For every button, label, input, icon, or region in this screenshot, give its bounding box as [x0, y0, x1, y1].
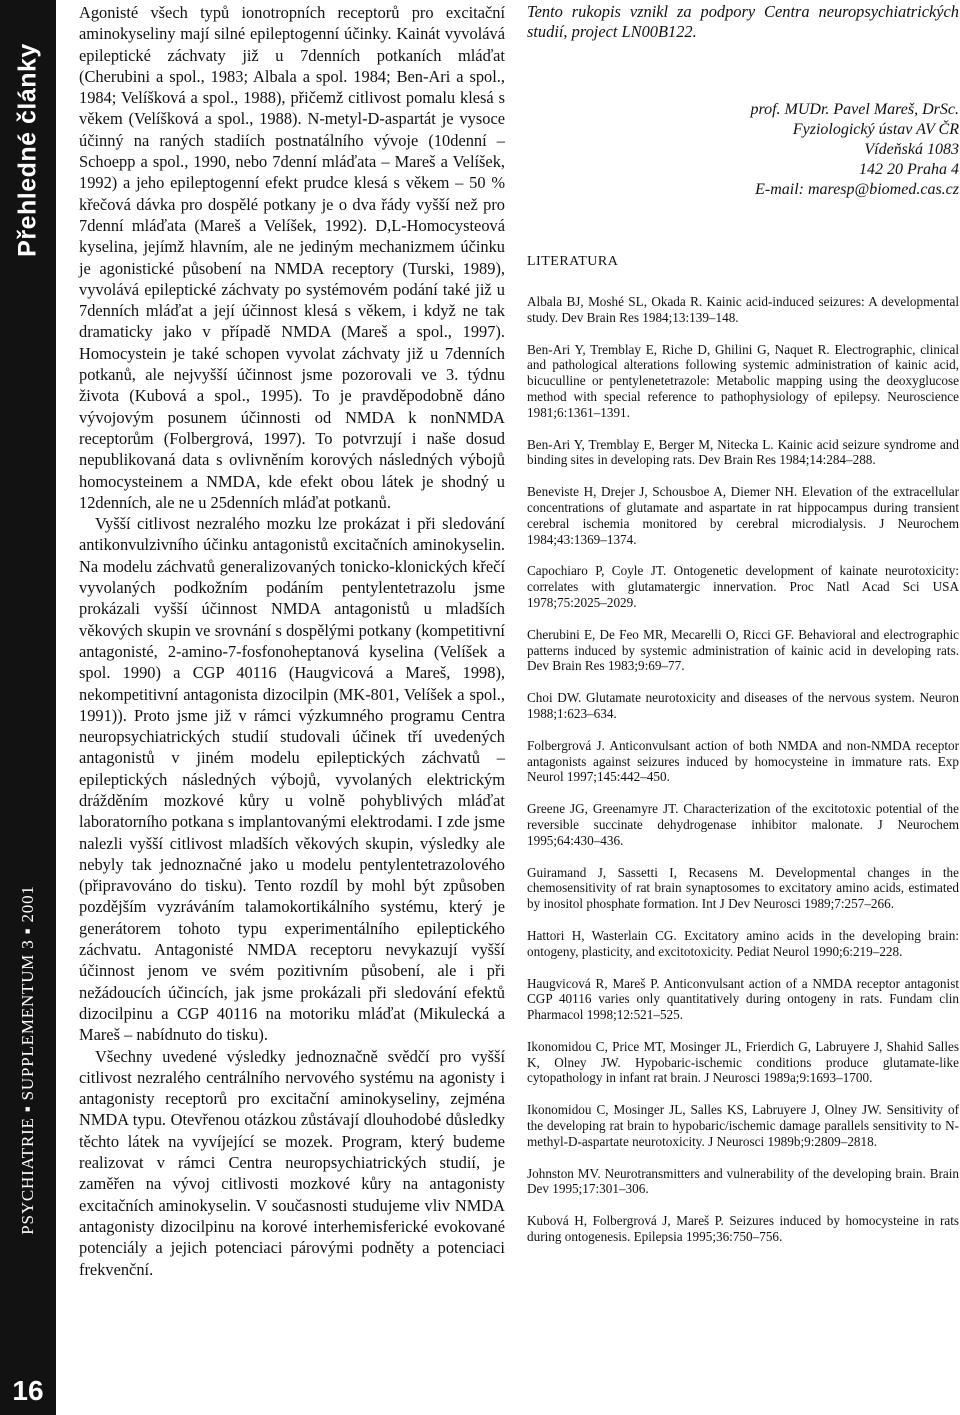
reference-item: Ikonomidou C, Price MT, Mosinger JL, Frierdich G, Labruyere J, Shahid Salles K, Olney JW. Hypobaric-ischemic conditions produce glutamate-like cytopathology in infant rat brain. J Neurosci 1989a;9:1693–1700.	[527, 1038, 959, 1086]
reference-item: Guiramand J, Sassetti I, Recasens M. Developmental changes in the chemosensitivity of rat brain synaptosomes to excitatory amino acids, estimated by inositol phosphate formation. Int J Dev Neurosci 1989;7:257–266.	[527, 864, 959, 912]
reference-item: Beneviste H, Drejer J, Schousboe A, Diemer NH. Elevation of the extracellular concentrations of glutamate and aspartate in rat hippocampus during transient cerebral ischemia monitored by cerebral microdialysis. J Neurochem 1984;43:1369–1374.	[527, 484, 959, 547]
reference-item: Hattori H, Wasterlain CG. Excitatory amino acids in the developing brain: ontogeny, plasticity, and excitotoxicity. Pediat Neurol 1990;6:219–228.	[527, 927, 959, 959]
author-institute: Fyziologický ústav AV ČR	[792, 121, 959, 138]
reference-item: Capochiaro P, Coyle JT. Ontogenetic development of kainate neurotoxicity: correlates with glutamatergic innervation. Proc Natl Acad Sci USA 1978;75:2025–2029.	[527, 563, 959, 610]
paragraph: Vyšší citlivost nezralého mozku lze prokázat i při sledování antikonvulzivního účinku antagonistů excitačních aminokyselin. Na modelu záchvatů generalizovaných tonicko-klonických křečí vyvolaných podkožním podáním pentylentetrazolu jsme prokázali vyšší účinnost NMDA antagonistů u mladších věkových skupin ve srovnání s dospělými potkany (kompetitivní antagonisté, 2-amino-7-fosfonoheptanová kyselina (Velíšek a spol. 1990) a CGP 40116 (Haugvicová a Mareš, 1998), nekompetitivní antagonista dizocilpin (MK-801, Velíšek a spol., 1991)). Proto jsme již v rámci výzkumného programu Centra neuropsychiatrických studií studovali účinek tří uvedených antagonistů v jiném modelu epileptických záchvatů – epileptických následných výbojů, vyvolaných elektrickým drážděním mozkové kůry u volně pohyblivých mláďat laboratorního potkana s implantovanými elektrodami. I zde jsme nalezli vyšší citlivost mladších věkových skupin, výsledky ale nebyly tak jednoznačné jako u modelu pentylentetrazolového (připravováno do tisku). Tento rozdíl by mohl být způsoben pozdějším vyzráváním talamokortikálního systému, který je generátorem tohoto typu experimentálního epileptického záchvatu. Antagonisté NMDA receptoru nevykazují vyšší účinnost jenom ve svém pozitivním působení, ale i při nežádoucích účincích, jak jsme prokázali při sledování efektů dizocilpinu a CGP 40116 na motoriku mláďat (Mikulecká a Mareš – nabídnuto do tisku).	[79, 514, 505, 1045]
reference-item: Ben-Ari Y, Tremblay E, Riche D, Ghilini G, Naquet R. Electrographic, clinical and pathological alterations following systemic administration of kainic acid, bicuculline or pentylenetetrazole: Metabolic mapping using the deoxyglucose method with special reference to pathophysiology of epilepsy. Neuroscience 1981;6:1361–1391.	[527, 341, 959, 420]
reference-item: Greene JG, Greenamyre JT. Characterization of the excitotoxic potential of the reversible succinate dehydrogenase inhibitor malonate. J Neurochem 1995;64:430–436.	[527, 801, 959, 848]
page-number: 16	[12, 1375, 44, 1406]
reference-item: Ben-Ari Y, Tremblay E, Berger M, Nitecka L. Kainic acid seizure syndrome and binding sites in developing rats. Dev Brain Res 1984;14:284–288.	[527, 436, 959, 468]
left-column	[79, 2, 505, 1280]
references-heading: LITERATURA	[527, 254, 619, 269]
reference-item: Choi DW. Glutamate neurotoxicity and diseases of the nervous system. Neuron 1988;1:623–634.	[527, 690, 959, 721]
author-name: prof. MUDr. Pavel Mareš, DrSc.	[750, 101, 959, 118]
author-street: Vídeňská 1083	[864, 141, 959, 158]
right-column	[527, 2, 959, 1261]
references-list	[527, 294, 959, 1245]
reference-item: Haugvicová R, Mareš P. Anticonvulsant action of a NMDA receptor antagonist CGP 40116 varies only quantitatively during ontogeny in rats. Fundam clin Pharmacol 1998;12:521–525.	[527, 975, 959, 1023]
author-email: E-mail: maresp@biomed.cas.cz	[755, 181, 959, 198]
sidebar	[0, 0, 56, 1415]
paragraph: Agonisté všech typů ionotropních receptorů pro excitační aminokyseliny mají silné epileptogenní účinky. Kainát vyvolává epileptické záchvaty již u 7denních potkaních mláďat (Cherubini a spol., 1983; Albala a spol. 1984; Ben-Ari a spol., 1984; Velíšková a spol., 1988), přičemž citlivost pomalu klesá s věkem (Velíšková a spol., 1988). N-metyl-D-aspartát je vysoce účinný na raných stadiích postnatálního vývoje (10denní – Schoepp a spol., 1990, nebo 7denní mláďata – Mareš a Velíšek, 1992) a jeho epileptogenní efekt prudce klesá s věkem – 50 % křečová dávka pro dospělé potkany je o dva řády vyšší než pro 7denní mláďata (Mareš a Velíšek, 1992). D,L-Homocysteová kyselina, jejímž hlavním, ale ne jediným mechanizmem účinku je agonistické působení na NMDA receptory (Turski, 1989), vyvolává epileptické záchvaty po systémovém podání také již u 7denních mláďat a její účinnost klesá s věkem, i když ne tak dramaticky jako v případě NMDA (Mareš a spol., 1997). Homocystein je také schopen vyvolat záchvaty již u 7denních potkanů, ale nejvyšší účinnost jsme pozorovali ve 3. týdnu života (Kubová a spol., 1995). To je pravděpodobně dáno vývojovým posunem účinnosti od NMDA k nonNMDA receptorům (Folbergrová, 1997). To potvrzují i naše dosud nepublikovaná data s ovlivněním korových následných výbojů homocysteinem a NMDA, kde efekt obou látek je shodný u 12denních, ale ne u 25denních mláďat potkanů.	[79, 3, 505, 512]
author-signature	[527, 100, 959, 200]
section-title: Přehledné články	[13, 43, 42, 257]
journal-info: PSYCHIATRIE ▪ SUPPLEMENTUM 3 ▪ 2001	[18, 885, 37, 1235]
author-city: 142 20 Praha 4	[859, 161, 959, 178]
reference-item: Cherubini E, De Feo MR, Mecarelli O, Ricci GF. Behavioral and electrographic patterns induced by systemic administration of kainic acid in developing rats. Dev Brain Res 1983;9:69–77.	[527, 626, 959, 674]
reference-item: Ikonomidou C, Mosinger JL, Salles KS, Labruyere J, Olney JW. Sensitivity of the developing rat brain to hypobaric/ischemic damage parallels sensitivity to N-methyl-D-aspartate neurotoxicity. J Neurosci 1989b;9:2809–2818.	[527, 1102, 959, 1149]
paragraph: Všechny uvedené výsledky jednoznačně svědčí pro vyšší citlivost nezralého centrálního nervového systému na agonisty i antagonisty receptorů pro excitační aminokyseliny, zejména NMDA typu. Otevřenou otázkou zůstávají dlouhodobé důsledky těchto látek na vyvíjející se mozek. Program, který budeme realizovat v rámci Centra neuropsychiatrických studií, je zaměřen na vývoj citlivosti mozkové kůry na antagonisty excitačních aminokyselin. V současnosti studujeme vliv NMDA antagonisty dizocilpinu na korové interhemisferické evokované potenciály a jejich potenciaci párovými podněty a potenciaci frekvenční.	[79, 1046, 505, 1279]
reference-item: Folbergrová J. Anticonvulsant action of both NMDA and non-NMDA receptor antagonists against seizures induced by homocysteine in immature rats. Exp Neurol 1997;145:442–450.	[527, 737, 959, 785]
reference-item: Kubová H, Folbergrová J, Mareš P. Seizures induced by homocysteine in rats during ontogenesis. Epilepsia 1995;36:750–756.	[527, 1213, 959, 1245]
reference-item: Albala BJ, Moshé SL, Okada R. Kainic acid-induced seizures: A developmental study. Dev Brain Res 1984;13:139–148.	[527, 294, 959, 325]
support-note: Tento rukopis vznikl za podpory Centra neuropsychiatrických studií, project LN00B122.	[527, 2, 959, 41]
reference-item: Johnston MV. Neurotransmitters and vulnerability of the developing brain. Brain Dev 1995;17:301–306.	[527, 1165, 959, 1197]
